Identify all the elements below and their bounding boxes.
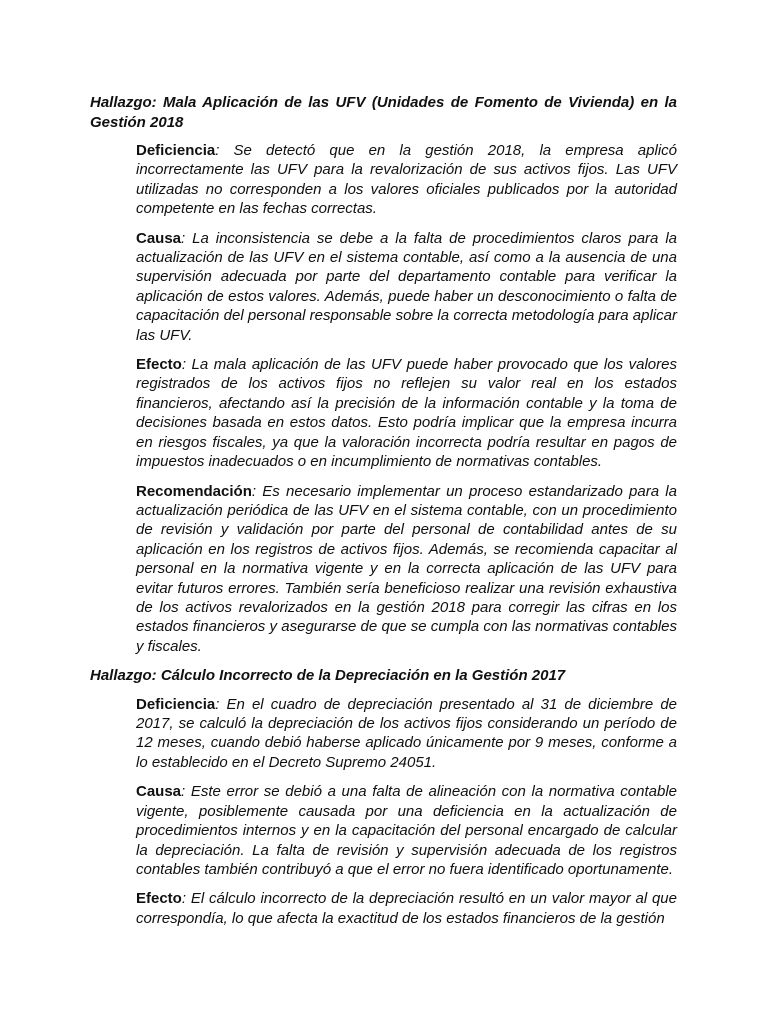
paragraph-label: Efecto [136,356,182,374]
paragraph-colon: : [181,229,186,247]
paragraph-colon: : [215,142,220,159]
section-heading-depreciacion: Hallazgo: Cálculo Incorrecto de la Depreciación en la Gestión 2017 [90,667,566,685]
paragraph-text: La inconsistencia se debe a la falta de procedimientos claros para la actualización de las UFV en el sistema contable, así como a la ausencia de una supervisión adecuada por parte del departamento contable para verificar la aplicación de estos valores. Además, puede haber un desconocimiento o falta de capacitación del personal responsable sobre la correcta metodología para aplicar las UFV. [136,229,677,344]
paragraph-label: Deficiencia [136,695,216,713]
paragraph-label: Efecto [136,890,182,908]
paragraph-deficiencia [136,695,677,773]
paragraph-causa [136,229,677,345]
paragraph-text: La mala aplicación de las UFV puede haber provocado que los valores registrados de los activos fijos no reflejen su valor real en los estados financieros, afectando así la precisión de la información contable y la toma de decisiones basada en estos datos. Esto podría implicar que la empresa incurra en riesgos fiscales, ya que la valoración incorrecta podría resultar en pagos de impuestos inadecuados o en incumplimiento de normativas contables. [136,356,677,471]
paragraph-efecto [136,355,677,471]
paragraph-label: Causa [136,229,182,247]
paragraph-colon: : [181,356,187,374]
paragraph-text: Este error se debió a una falta de alineación con la normativa contable vigente, posiblemente causada por una deficiencia en la actualización de procedimientos internos y en la capacitación del personal encargado de calcular la depreciación. La falta de revisión y supervisión adecuada de los registros contables también contribuyó a que el error no fuera identificado oportunamente. [136,783,677,878]
paragraph-text: Es necesario implementar un proceso estandarizado para la actualización periódica de las UFV en el sistema contable, con un procedimiento de revisión y validación por parte del personal de contabilidad antes de su aplicación en los registros de activos fijos. Además, se recomienda capacitar al personal en la normativa vigente y en la correcta aplicación de las UFV para evitar futuros errores. También sería beneficioso realizar una revisión exhaustiva de los activos revalorizados en la gestión 2018 para corregir las cifras en los estados financieros y asegurarse de que se cumpla con las normativas contables y fiscales. [136,482,677,655]
paragraph-colon: : [251,482,257,500]
section-heading-ufv: Hallazgo: Mala Aplicación de las UFV (Unidades de Fomento de Vivienda) en la Gestión 2018 [90,94,677,131]
document-content [90,93,677,938]
paragraph-recomendacion [136,482,677,657]
paragraph-efecto [136,889,677,928]
paragraph-colon: : [181,783,186,801]
paragraph-label: Causa [136,783,182,801]
paragraph-colon: : [181,890,187,908]
paragraph-deficiencia [136,141,677,219]
paragraph-colon: : [215,695,220,713]
paragraph-label: Deficiencia [136,142,216,159]
paragraph-causa [136,782,677,879]
paragraph-text: Se detectó que en la gestión 2018, la empresa aplicó incorrectamente las UFV para la revalorización de sus activos fijos. Las UFV utilizadas no corresponden a los valores oficiales publicados por la autoridad competente en las fechas correctas. [136,142,677,218]
paragraph-label: Recomendación [136,482,252,500]
paragraph-text: El cálculo incorrecto de la depreciación resultó en un valor mayor al que correspondía, lo que afecta la exactitud de los estados financieros de la gestión [136,890,677,927]
paragraph-text: En el cuadro de depreciación presentado al 31 de diciembre de 2017, se calculó la depreciación de los activos fijos considerando un período de 12 meses, cuando debió haberse aplicado únicamente por 9 meses, conforme a lo establecido en el Decreto Supremo 24051. [136,695,677,771]
